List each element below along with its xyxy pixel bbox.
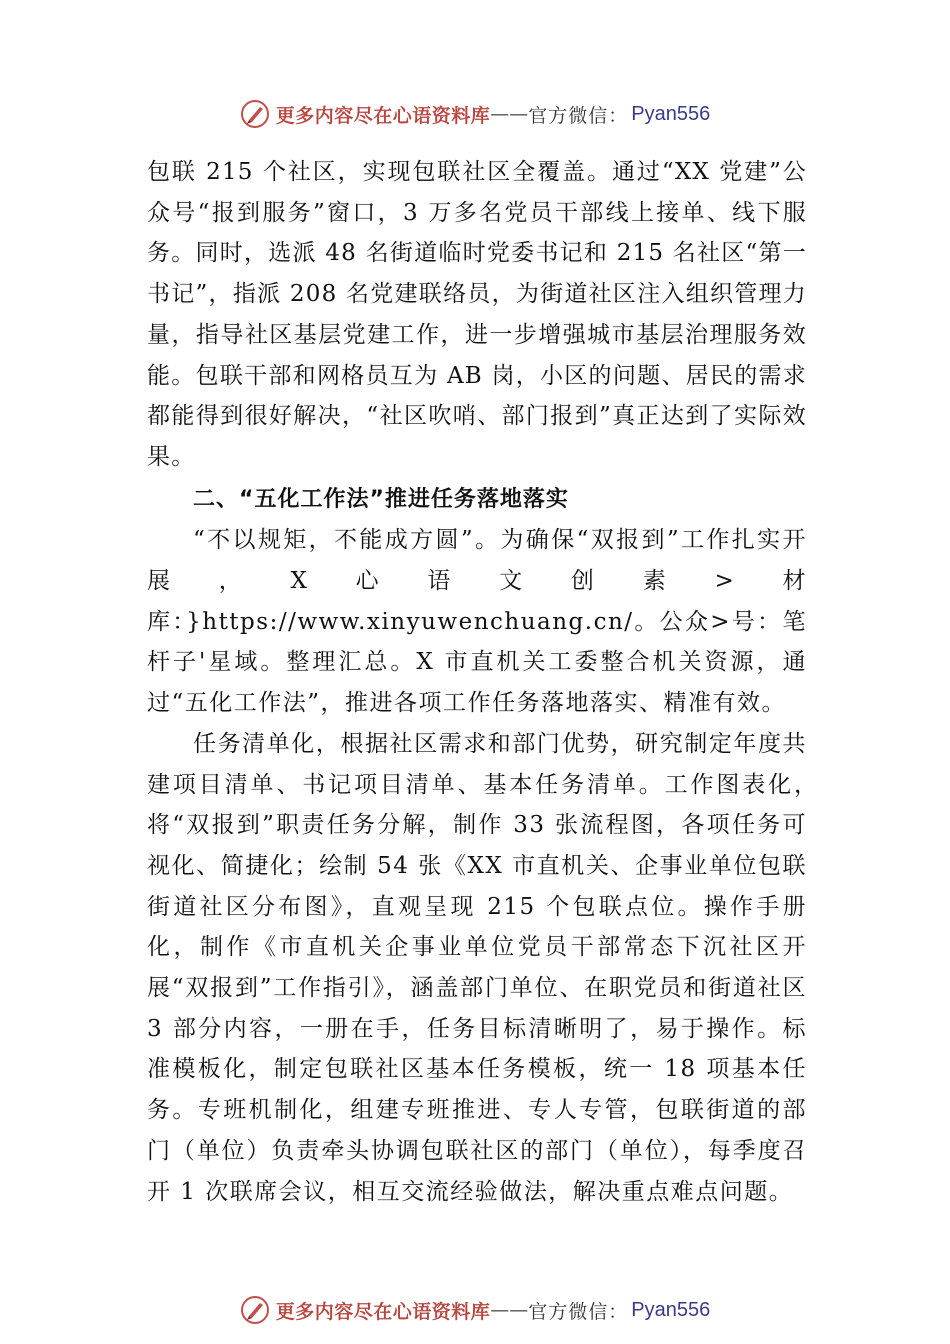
pen-logo-icon bbox=[240, 99, 270, 129]
banner-wechat-id: Pyan556 bbox=[631, 1298, 711, 1321]
paragraph-1: 包联 215 个社区，实现包联社区全覆盖。通过“XX 党建”公众号“报到服务”窗口，3 万多名党员干部线上接单、线下服务。同时，选派 48 名街道临时党委书记和 215 名社区“第一书记”，指派 208 名党建联络员，为街道社区注入组织管理力量，指导社区基层党建工作，进一步增强城市基层治理服务效能。包联干部和网格员互为 AB 岗，小区的问题、居民的需求都能得到很好解决，“社区吹哨、部门报到”真正达到了实际效果。 bbox=[147, 159, 807, 470]
banner-wechat-id: Pyan556 bbox=[631, 102, 711, 125]
paragraph-3: 任务清单化，根据社区需求和部门优势，研究制定年度共建项目清单、书记项目清单、基本任务清单。工作图表化， 将“双报到”职责任务分解，制作 33 张流程图，各项任务可视化、简捷化；绘制 54 张《XX 市直机关、企事业单位包联街道社区分布图》，直观呈现 215 个包联点位。操作手册化，制作《市直机关企事业单位党员干部常态下沉社区开展“双报到”工作指引》，涵盖部门单位、在职党员和街道社区 3 部分内容，一册在手，任务目标清晰明了，易于操作。标准模板化，制定包联社区基本任务模板，统一 18 项基本任务。专班机制化，组建专班推进、专人专管，包联街道的部门（单位）负责牵头协调包联社区的部门（单位），每季度召开 1 次联席会议，相互交流经验做法，解决重点难点问题。 bbox=[147, 730, 832, 1205]
section-heading-2: 二、“五化工作法”推进任务落地落实 bbox=[193, 486, 569, 512]
banner-wechat-label: 官方微信 bbox=[528, 104, 609, 127]
banner-wechat-label: 官方微信 bbox=[528, 1300, 609, 1323]
banner-colon: ： bbox=[608, 104, 628, 127]
footer-banner bbox=[0, 1290, 950, 1330]
paragraph-2: “不以规矩，不能成方圆”。为确保“双报到”工作扎实开展，X心语文创素>材库：}https://www.xinyuwenchuang.cn/。公众>号：笔杆子'星域。整理汇总。X 市直机关工委整合机关资源，通过“五化工作法”，推进各项工作任务落地落实、精准有效。 bbox=[147, 527, 807, 717]
header-banner bbox=[0, 94, 950, 134]
banner-lead-text: 更多内容尽在心语资料库 bbox=[275, 104, 491, 127]
banner-dash: —— bbox=[490, 103, 529, 125]
banner-colon: ： bbox=[608, 1300, 628, 1323]
banner-dash: —— bbox=[490, 1299, 529, 1321]
document-body bbox=[147, 152, 832, 1212]
banner-lead-text: 更多内容尽在心语资料库 bbox=[275, 1300, 491, 1323]
pen-logo-icon bbox=[240, 1295, 270, 1325]
